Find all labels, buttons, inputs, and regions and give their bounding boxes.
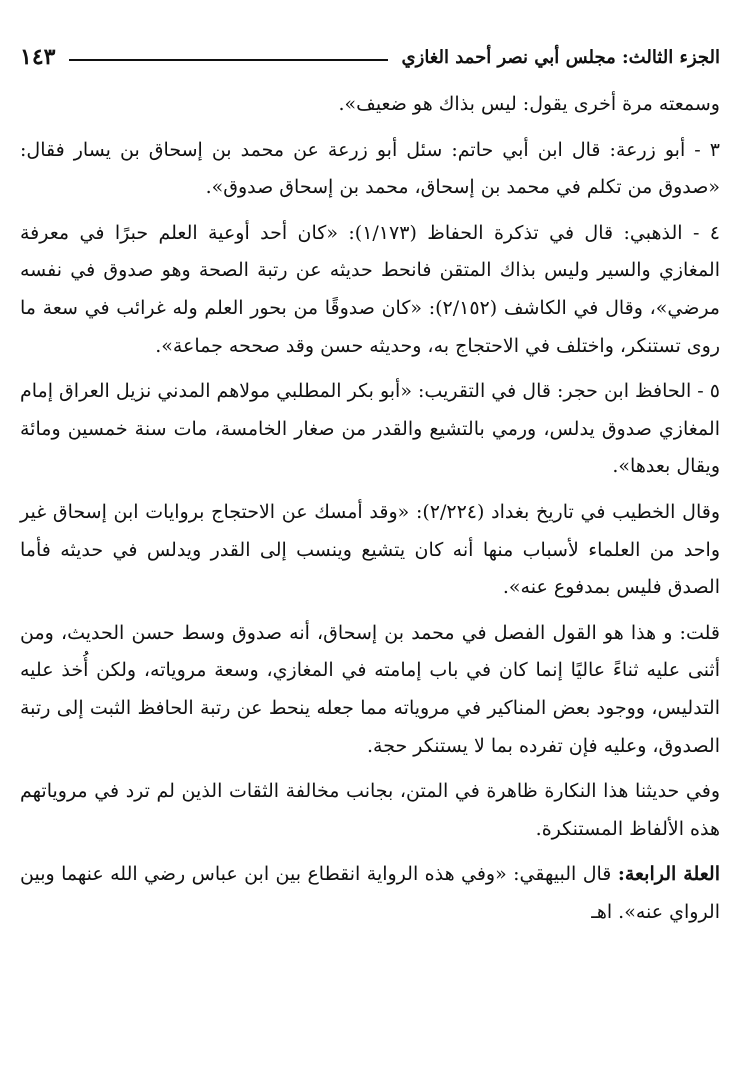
header-rule	[69, 59, 387, 61]
page-body	[20, 86, 720, 939]
fourth-defect-label: العلة الرابعة:	[617, 863, 721, 886]
running-head: الجزء الثالث: مجلس أبي نصر أحمد الغازي	[401, 46, 720, 68]
paragraph-continuation: وسمعته مرة أخرى يقول: ليس بذاك هو ضعيف».	[338, 93, 720, 115]
paragraph-abu-zura: ٣ - أبو زرعة: قال ابن أبي حاتم: سئل أبو زرعة عن محمد بن إسحاق بن يسار فقال: «صدوق من تكلم في محمد بن إسحاق، محمد بن إسحاق صدوق».	[20, 138, 720, 199]
fourth-defect-text: قال البيهقي: «وفي هذه الرواية انقطاع بين ابن عباس رضي الله عنهما وبين الرواي عنه». اهـ	[20, 863, 720, 923]
page-number: ١٤٣	[20, 44, 56, 70]
paragraph-ibn-hajar: ٥ - الحافظ ابن حجر: قال في التقريب: «أبو بكر المطلبي مولاهم المدني نزيل العراق إمام المغازي صدوق يدلس، ورمي بالتشيع والقدر من صغار الخامسة، مات سنة خمسين ومائة ويقال بعدها».	[20, 380, 720, 478]
paragraph-dhahabi: ٤ - الذهبي: قال في تذكرة الحفاظ (١/١٧٣): «كان أحد أوعية العلم حبرًا في معرفة المغازي والسير وليس بذاك المتقن فانحط حديثه عن رتبة الصحة وهو صدوق في نفسه مرضي»، وقال في الكاشف (٢/١٥٢): «كان صدوقًا من بحور العلم وله غرائب في سعة ما روى تستنكر، واختلف في الاحتجاج به، وحديثه حسن وقد صححه جماعة».	[20, 221, 720, 357]
paragraph-author-verdict: قلت: و هذا هو القول الفصل في محمد بن إسحاق، أنه صدوق وسط حسن الحديث، ومن أثنى عليه ثناءً عاليًا إنما كان في باب إمامته في المغازي، وسعة مروياته، ولكن أُخذ عليه التدليس، ووجود بعض المناكير في مروياته مما جعله ينحط عن رتبة الحافظ الثبت إلى رتبة الصدوق، وعليه فإن تفرده بما لا يستنكر حجة.	[20, 621, 720, 757]
paragraph-khatib: وقال الخطيب في تاريخ بغداد (٢/٢٢٤): «وقد أمسك عن الاحتجاج بروايات ابن إسحاق غير واحد من العلماء لأسباب منها أنه كان يتشيع وينسب إلى القدر ويدلس في حديثه فأما الصدق فليس بمدفوع عنه».	[20, 500, 720, 599]
paragraph-nakara: وفي حديثنا هذا النكارة ظاهرة في المتن، بجانب مخالفة الثقات الذين لم ترد في مروياتهم هذه الألفاظ المستنكرة.	[20, 780, 720, 840]
paragraph-fourth-defect	[20, 856, 720, 931]
page-header	[20, 40, 720, 74]
